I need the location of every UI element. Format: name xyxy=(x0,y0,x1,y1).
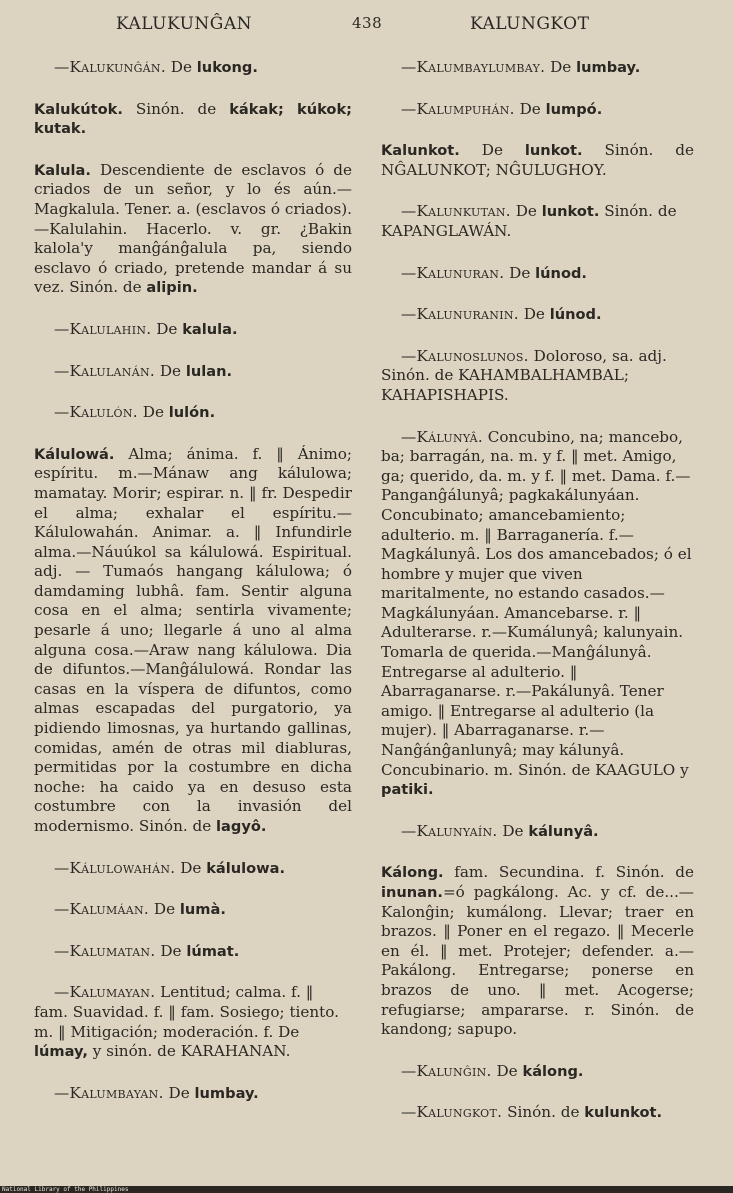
dictionary-entry xyxy=(34,1084,352,1104)
entry-reference: kulunkot. xyxy=(584,1104,663,1122)
dictionary-entry xyxy=(381,1062,694,1082)
header-left-guideword: KALUKUNĜAN xyxy=(116,14,253,34)
entry-definition: Sinón. de xyxy=(122,99,230,118)
entry-headword: —Kalulón. xyxy=(54,403,138,422)
entry-definition: Concubino, na; mancebo, ba; barragán, na. m. y f. ‖ met. Amigo, ga; querido, da. m. y f. ‖ met. Dama. f.—Panganĝálunyâ; pagkakálunyáan. Concubinato; amancebamiento; adulterio. m. ‖ Barraganería. f.—Magkálunyâ. Los dos amancebados; ó el hombre y mujer que viven maritalmente, no estando casados.—Magkálunyáan. Amancebarse. r. ‖ Adulterarse. r.—Kumálunyâ; kalunyain. Tomarla de querida.—Manĝálunyâ. Entregarse al adulterio. ‖ Abarraganarse. r.—Pakálunyâ. Tener amigo. ‖ Entregarse al adulterio (la mujer). ‖ Abarraganarse. r.—Nanĝánĝanlunyâ; may kálunyâ. Concubinario. m. Sinón. de KAAGULO y xyxy=(381,427,692,779)
entry-reference: lulan. xyxy=(185,362,233,380)
entry-definition: De xyxy=(514,99,546,118)
library-credit: National Library of the Philippines xyxy=(2,1186,129,1193)
entry-tail: y sinón. de KARAHANAN. xyxy=(87,1042,291,1061)
page-number: 438 xyxy=(352,14,383,32)
entry-headword: Kálulowá. xyxy=(34,445,115,463)
entry-headword: —Kalulanán. xyxy=(54,361,156,380)
dictionary-entry xyxy=(381,100,694,120)
entry-headword: —Kalumbaylumbay. xyxy=(401,58,546,76)
entry-definition: De xyxy=(518,305,550,324)
dictionary-entry xyxy=(34,983,352,1061)
dictionary-entry xyxy=(34,320,352,340)
dictionary-entry xyxy=(34,100,352,139)
entry-headword: —Kalunĝin. xyxy=(401,1061,492,1080)
dictionary-entry xyxy=(34,942,352,962)
dictionary-entry xyxy=(381,305,694,325)
entry-headword: —Kalunyaín. xyxy=(401,821,498,840)
entry-headword: —Kálulowahán. xyxy=(54,858,176,877)
entry-reference: inunan. xyxy=(381,884,443,901)
entry-headword: Kálong. xyxy=(381,864,444,882)
dictionary-entry xyxy=(34,161,352,298)
entry-reference: lulón. xyxy=(168,404,216,422)
entry-definition: De xyxy=(163,1083,195,1102)
entry-headword: —Kalunoslunos. xyxy=(401,346,529,365)
entry-headword: —Kalumatan. xyxy=(54,941,156,960)
entry-definition: Sinón. de xyxy=(502,1103,585,1122)
entry-reference: lunkot. xyxy=(541,203,600,221)
right-column xyxy=(381,58,694,1145)
entry-definition: Doloroso, sa. adj. Sinón. de KAHAMBALHAMBAL; KAHAPISHAPIS. xyxy=(381,346,667,404)
entry-definition: De xyxy=(175,858,207,877)
entry-reference: kálunyâ. xyxy=(528,822,599,840)
entry-reference: lunkot. xyxy=(524,142,583,160)
entry-definition: De xyxy=(491,1061,523,1080)
entry-definition: De xyxy=(545,58,577,76)
dictionary-entry xyxy=(34,362,352,382)
entry-definition: De xyxy=(151,319,183,338)
entry-definition: fam. Secundina. f. Sinón. de xyxy=(443,863,694,882)
entry-definition: Lentitud; calma. f. ‖ fam. Suavidad. f. ‖ fam. Sosiego; tiento. m. ‖ Mitigación; moderación. f. De xyxy=(34,983,339,1041)
dictionary-entry xyxy=(381,141,694,180)
entry-reference: lúmay, xyxy=(34,1043,88,1061)
entry-headword: —Kalumbayan. xyxy=(54,1083,164,1102)
entry-definition: De xyxy=(497,821,529,840)
dictionary-entry xyxy=(381,58,694,78)
entry-reference: lúmat. xyxy=(186,942,240,960)
left-column xyxy=(34,58,352,1125)
entry-tail: Sinón. de KAPANGLAWÁN. xyxy=(381,202,677,240)
dictionary-entry xyxy=(381,822,694,842)
entry-reference: lagyô. xyxy=(216,818,267,835)
dictionary-entry xyxy=(34,58,352,78)
dictionary-entry xyxy=(34,403,352,423)
entry-headword: —Kalumáan. xyxy=(54,900,150,919)
entry-definition: De xyxy=(155,941,187,960)
entry-tail: Sinón. de NĜALUNKOT; NĜULUGHOY. xyxy=(381,141,694,179)
entry-reference: kálulowa. xyxy=(206,859,286,877)
entry-reference: lumbay. xyxy=(576,59,641,76)
entry-definition: De xyxy=(510,202,542,221)
entry-reference: lukong. xyxy=(196,59,258,76)
header-right-guideword: KALUNGKOT xyxy=(470,14,590,34)
entry-reference: lúnod. xyxy=(549,306,602,324)
dictionary-entry xyxy=(381,264,694,284)
entry-headword: —Kalungkot. xyxy=(401,1103,503,1122)
entry-headword: —Kalunkutan. xyxy=(401,202,511,221)
entry-headword: —Kalulahin. xyxy=(54,319,152,338)
entry-headword: Kalukútok. xyxy=(34,100,123,118)
entry-headword: —Kalukunĝán. xyxy=(54,58,166,76)
entry-definition: De xyxy=(149,900,180,919)
dictionary-entry xyxy=(381,1103,694,1123)
dictionary-entry xyxy=(381,202,694,241)
entry-definition: De xyxy=(165,58,197,76)
entry-definition: De xyxy=(137,403,169,422)
dictionary-entry xyxy=(381,428,694,800)
entry-headword: —Kalunuran. xyxy=(401,263,505,282)
dictionary-entry xyxy=(381,863,694,1039)
entry-definition: Descendiente de esclavos ó de criados de un señor, y lo és aún.—Magkalula. Tener. a. (esclavos ó criados).—Kalulahin. Hacerlo. v. gr. ¿Bakin kalola'y manĝánĝalula pa, siendo esclavo ó criado, pretende mandar á su vez. Sinón. de xyxy=(34,160,352,297)
entry-reference: kákak; kúkok; kutak. xyxy=(34,100,352,138)
dictionary-entry xyxy=(34,859,352,879)
entry-reference: lumbay. xyxy=(194,1084,259,1102)
entry-reference: lúnod. xyxy=(535,264,587,282)
entry-reference: alipin. xyxy=(146,279,198,297)
entry-definition: De xyxy=(504,263,536,282)
dictionary-entry xyxy=(34,900,352,920)
page-header xyxy=(0,14,733,40)
entry-headword: Kalula. xyxy=(34,161,91,179)
entry-headword: Kalunkot. xyxy=(381,142,460,160)
dictionary-entry xyxy=(381,347,694,406)
entry-definition: De xyxy=(459,141,525,160)
entry-reference: kálong. xyxy=(522,1062,584,1080)
entry-headword: —Kalunuranin. xyxy=(401,305,519,324)
entry-reference: patiki. xyxy=(381,781,434,799)
entry-reference: lumà. xyxy=(179,901,226,919)
entry-reference: lumpó. xyxy=(545,100,603,118)
dictionary-entry xyxy=(34,445,352,837)
entry-headword: —Kálunyâ. xyxy=(401,427,483,446)
entry-definition: De xyxy=(155,361,186,380)
entry-reference: kalula. xyxy=(182,320,238,338)
entry-definition: Alma; ánima. f. ‖ Ánimo; espíritu. m.—Mánaw ang kálulowa; mamatay. Morir; espirar. n. ‖ fr. Despedir el alma; exhalar el espíritu.—Kálulowahán. Animar. a. ‖ Infundirle alma.—Náuúkol sa kálulowá. Espiritual. adj. — Tumaós hangang kálulowa; ó damdaming lubhâ. fam. Sentir alguna cosa en el alma; sentirla vivamente; pesarle á uno; llegarle á uno al alma alguna cosa.—Araw nang kálulowa. Dia de difuntos.—Manĝálulowá. Rondar las casas en la víspera de difuntos, como almas escapadas del purgatorio, ya pidiendo limosnas, ya hurtando gallinas, comidas, amén de otras mil diabluras, permitidas por la costumbre en dicha noche: ha caido ya en desuso esta costumbre con la invasión del modernismo. Sinón. de xyxy=(34,444,352,835)
entry-headword: —Kalumpuhán. xyxy=(401,99,515,118)
entry-headword: —Kalumayan. xyxy=(54,983,156,1002)
entry-tail: =ó pagkálong. Ac. y cf. de...—Kalonĝin; kumálong. Llevar; traer en brazos. ‖ Poner en el regazo. ‖ Mecerle en él. ‖ met. Protejer; defender. a.—Pakálong. Entregarse; ponerse en brazos de uno. ‖ met. Acogerse; refugiarse; ampararse. r. Sinón. de kandong; sapupo. xyxy=(381,883,694,1039)
